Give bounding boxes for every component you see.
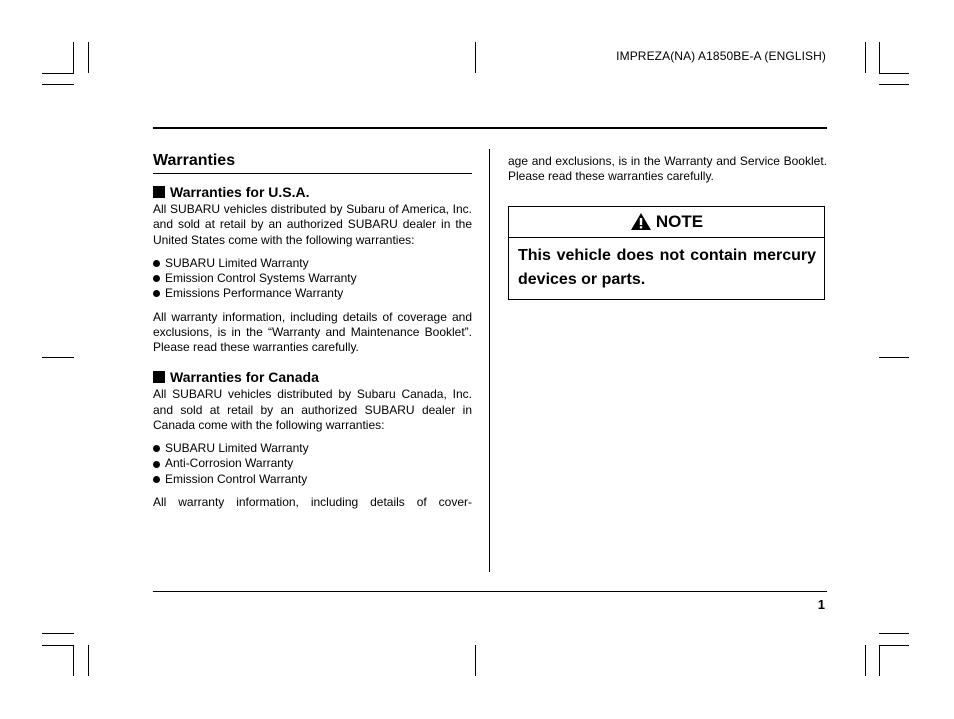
canada-outro: All warranty information, including details of cover- (153, 494, 472, 509)
list-item: SUBARU Limited Warranty (153, 256, 472, 271)
usa-outro: All warranty information, including details of coverage and exclusions, is in the “Warranty and Maintenance Booklet”. Please read these warranties carefully. (153, 309, 472, 355)
usa-intro: All SUBARU vehicles distributed by Subaru of America, Inc. and sold at retail by an authorized SUBARU dealer in the United States come with the following warranties: (153, 202, 472, 247)
left-column (153, 152, 472, 510)
canada-intro: All SUBARU vehicles distributed by Subaru Canada, Inc. and sold at retail by an authorized SUBARU dealer in Canada come with the following warranties: (153, 387, 472, 432)
list-item: SUBARU Limited Warranty (153, 441, 472, 456)
canada-heading (153, 369, 472, 385)
square-bullet-icon (153, 371, 165, 383)
document-id: IMPREZA(NA) A1850BE-A (ENGLISH) (616, 49, 826, 63)
list-item: Emission Control Warranty (153, 472, 472, 487)
continuation-text: age and exclusions, is in the Warranty and Service Booklet. Please read these warranties carefully. (508, 154, 827, 184)
bullet-icon (153, 445, 160, 452)
bullet-icon (153, 260, 160, 267)
list-item: Emission Control Systems Warranty (153, 271, 472, 286)
column-divider (489, 149, 490, 572)
note-header (509, 207, 824, 238)
bullet-icon (153, 290, 160, 297)
note-box (508, 206, 825, 300)
bullet-icon (153, 275, 160, 282)
canada-warranty-list (153, 441, 472, 487)
footer-rule (153, 591, 827, 592)
list-item: Emissions Performance Warranty (153, 286, 472, 301)
warning-icon (630, 212, 652, 231)
right-column (508, 154, 827, 300)
bullet-icon (153, 461, 160, 468)
bullet-icon (153, 476, 160, 483)
usa-heading-text: Warranties for U.S.A. (170, 184, 310, 200)
section-title: Warranties (153, 152, 472, 174)
header-rule (153, 127, 827, 129)
square-bullet-icon (153, 186, 165, 198)
usa-warranty-list (153, 256, 472, 302)
note-body: This vehicle does not contain mercury devices or parts. (518, 246, 816, 288)
usa-heading (153, 184, 472, 200)
page-number: 1 (817, 597, 825, 612)
canada-heading-text: Warranties for Canada (170, 369, 319, 386)
list-item: Anti-Corrosion Warranty (153, 456, 472, 471)
note-title: NOTE (655, 211, 704, 231)
